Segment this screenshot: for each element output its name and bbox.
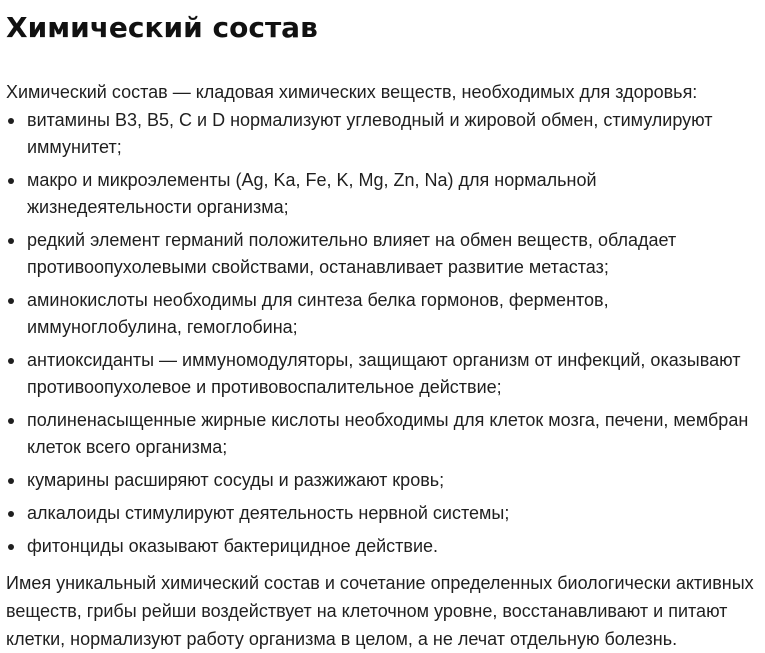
list-item <box>6 407 757 461</box>
bullet-icon <box>8 478 14 484</box>
list-item-text: алкалоиды стимулируют деятельность нервной системы; <box>27 503 510 523</box>
bullet-icon <box>8 511 14 517</box>
page-title: Химический состав <box>6 11 318 44</box>
bullet-icon <box>8 298 14 304</box>
list-item <box>6 227 757 281</box>
bullet-icon <box>8 118 14 124</box>
bullet-icon <box>8 238 14 244</box>
bullet-icon <box>8 178 14 184</box>
list-item <box>6 287 757 341</box>
list-item-text: редкий элемент германий положительно влияет на обмен веществ, обладает противоопухолевыми свойствами, останавливает развитие метастаз; <box>27 230 677 277</box>
list-item-text: фитонциды оказывают бактерицидное действие. <box>27 536 439 556</box>
list-item-text: аминокислоты необходимы для синтеза белка гормонов, ферментов, иммуноглобулина, гемоглобина; <box>27 290 609 337</box>
list-item <box>6 533 757 560</box>
list-item <box>6 500 757 527</box>
bullet-icon <box>8 418 14 424</box>
list-item <box>6 167 757 221</box>
list-item-text: макро и микроэлементы (Ag, Ka, Fe, K, Mg, Zn, Na) для нормальной жизнедеятельности организма; <box>27 170 597 217</box>
bullet-icon <box>8 544 14 550</box>
list-item <box>6 107 757 161</box>
list-item-text: кумарины расширяют сосуды и разжижают кровь; <box>27 470 445 490</box>
composition-list <box>6 107 757 560</box>
intro-paragraph: Химический состав — кладовая химических веществ, необходимых для здоровья: <box>6 82 698 102</box>
closing-paragraph: Имея уникальный химический состав и сочетание определенных биологически активных веществ, грибы рейши воздействует на клеточном уровне, восстанавливают и питают клетки, нормализуют работу организма в целом, а не лечат отдельную болезнь. <box>6 573 754 649</box>
list-item <box>6 347 757 401</box>
list-item-text: антиоксиданты — иммуномодуляторы, защищают организм от инфекций, оказывают противоопухолевое и противовоспалительное действие; <box>27 350 741 397</box>
list-item <box>6 467 757 494</box>
list-item-text: полиненасыщенные жирные кислоты необходимы для клеток мозга, печени, мембран клеток всего организма; <box>27 410 749 457</box>
bullet-icon <box>8 358 14 364</box>
list-item-text: витамины В3, В5, С и D нормализуют углеводный и жировой обмен, стимулируют иммунитет; <box>27 110 713 157</box>
